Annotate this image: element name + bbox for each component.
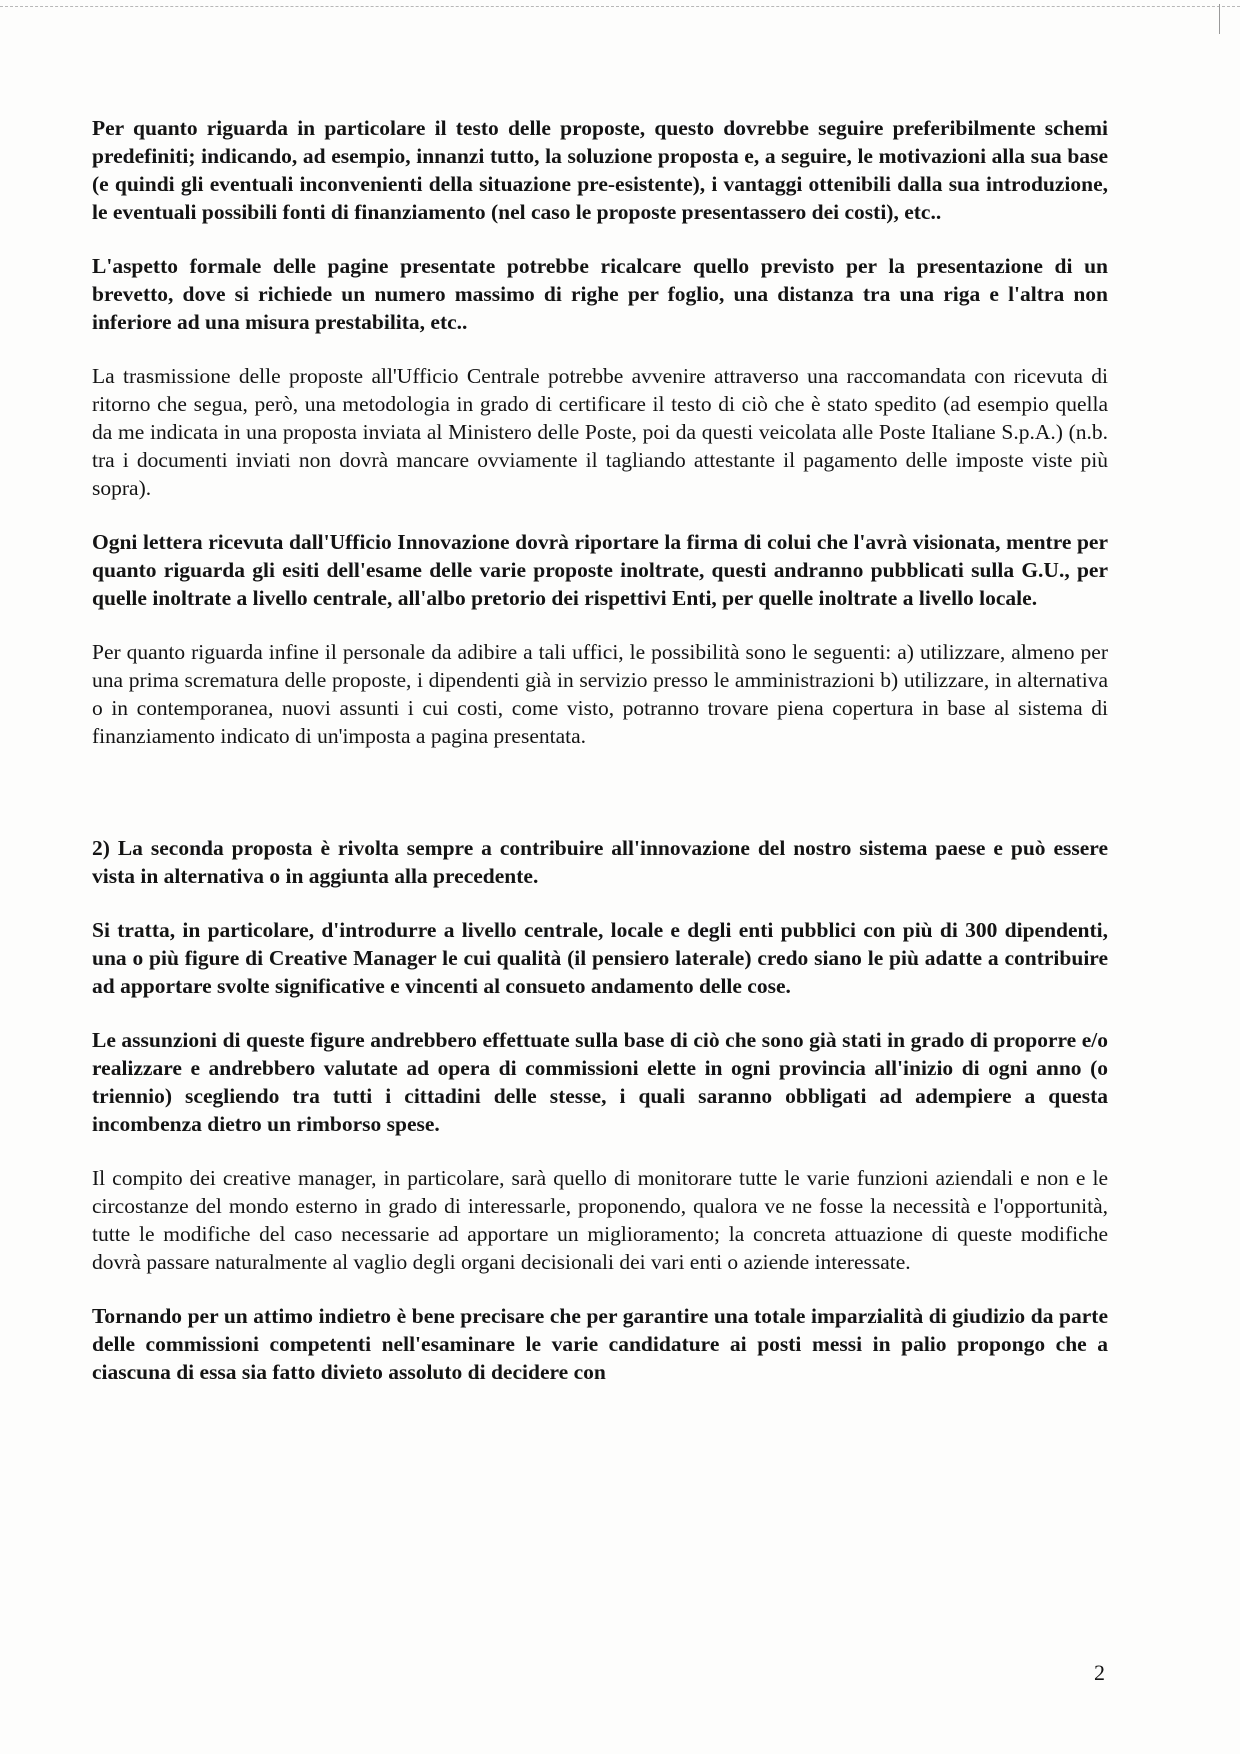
document-body — [92, 114, 1108, 1412]
scan-edge-line — [0, 6, 1240, 7]
paragraph-text-structure: Per quanto riguarda in particolare il testo delle proposte, questo dovrebbe seguire preferibilmente schemi predefiniti; indicando, ad esempio, innanzi tutto, la soluzione proposta e, a seguire, le motivazioni alla sua base (e quindi gli eventuali inconvenienti della situazione pre-esistente), i vantaggi ottenibili dalla sua introduzione, le eventuali possibili fonti di finanziamento (nel caso le proposte presentassero dei costi), etc.. — [92, 116, 1108, 224]
section-gap — [92, 776, 1108, 834]
paragraph-second-proposal: 2) La seconda proposta è rivolta sempre a contribuire all'innovazione del nostro sistema paese e può essere vista in alternativa o in aggiunta alla precedente. — [92, 836, 1108, 888]
scan-mark — [1219, 4, 1224, 34]
paragraph-page-format: L'aspetto formale delle pagine presentate potrebbe ricalcare quello previsto per la presentazione di un brevetto, dove si richiede un numero massimo di righe per foglio, una distanza tra una riga e l'altra non inferiore ad una misura prestabilita, etc.. — [92, 254, 1108, 334]
paragraph-staff: Per quanto riguarda infine il personale da adibire a tali uffici, le possibilità sono le seguenti: a) utilizzare, almeno per una prima scrematura delle proposte, i dipendenti già in servizio presso le amministrazioni b) utilizzare, in alternativa o in contemporanea, nuovi assunti i cui costi, come visto, potranno trovare piena copertura in base al sistema di finanziamento indicato di un'imposta a pagina presentata. — [92, 640, 1108, 748]
paragraph-letter-signature: Ogni lettera ricevuta dall'Ufficio Innovazione dovrà riportare la firma di colui che l'avrà visionata, mentre per quanto riguarda gli esiti dell'esame delle varie proposte inoltrate, questi andranno pubblicati sulla G.U., per quelle inoltrate a livello centrale, all'albo pretorio dei rispettivi Enti, per quelle inoltrate a livello locale. — [92, 530, 1108, 610]
paragraph-hiring: Le assunzioni di queste figure andrebbero effettuate sulla base di ciò che sono già stati in grado di proporre e/o realizzare e andrebbero valutate ad opera di commissioni elette in ogni provincia all'inizio di ogni anno (o triennio) scegliendo tra tutti i cittadini delle stesse, i quali saranno obbligati ad adempiere a questa incombenza dietro un rimborso spese. — [92, 1028, 1108, 1136]
paragraph-manager-duties: Il compito dei creative manager, in particolare, sarà quello di monitorare tutte le varie funzioni aziendali e non e le circostanze del mondo esterno in grado di interessarle, proponendo, qualora ve ne fosse la necessità e l'opportunità, tutte le modifiche del caso necessarie ad apportare un miglioramento; la concreta attuazione di queste modifiche dovrà passare naturalmente al vaglio degli organi decisionali dei vari enti o aziende interessate. — [92, 1166, 1108, 1274]
page-number: 2 — [1094, 1660, 1105, 1685]
paragraph-creative-manager: Si tratta, in particolare, d'introdurre a livello centrale, locale e degli enti pubblici con più di 300 dipendenti, una o più figure di Creative Manager le cui qualità (il pensiero laterale) credo siano le più adatte a contribuire ad apportare svolte significative e vincenti al consueto andamento delle cose. — [92, 918, 1108, 998]
paragraph-impartiality: Tornando per un attimo indietro è bene precisare che per garantire una totale imparzialità di giudizio da parte delle commissioni competenti nell'esaminare le varie candidature ai posti messi in palio propongo che a ciascuna di essa sia fatto divieto assoluto di decidere con — [92, 1304, 1108, 1384]
paragraph-transmission: La trasmissione delle proposte all'Ufficio Centrale potrebbe avvenire attraverso una raccomandata con ricevuta di ritorno che segua, però, una metodologia in grado di certificare il testo di ciò che è stato spedito (ad esempio quella da me indicata in una proposta inviata al Ministero delle Poste, poi da questi veicolata alle Poste Italiane S.p.A.) (n.b. tra i documenti inviati non dovrà mancare ovviamente il tagliando attestante il pagamento delle imposte viste più sopra). — [92, 364, 1108, 500]
